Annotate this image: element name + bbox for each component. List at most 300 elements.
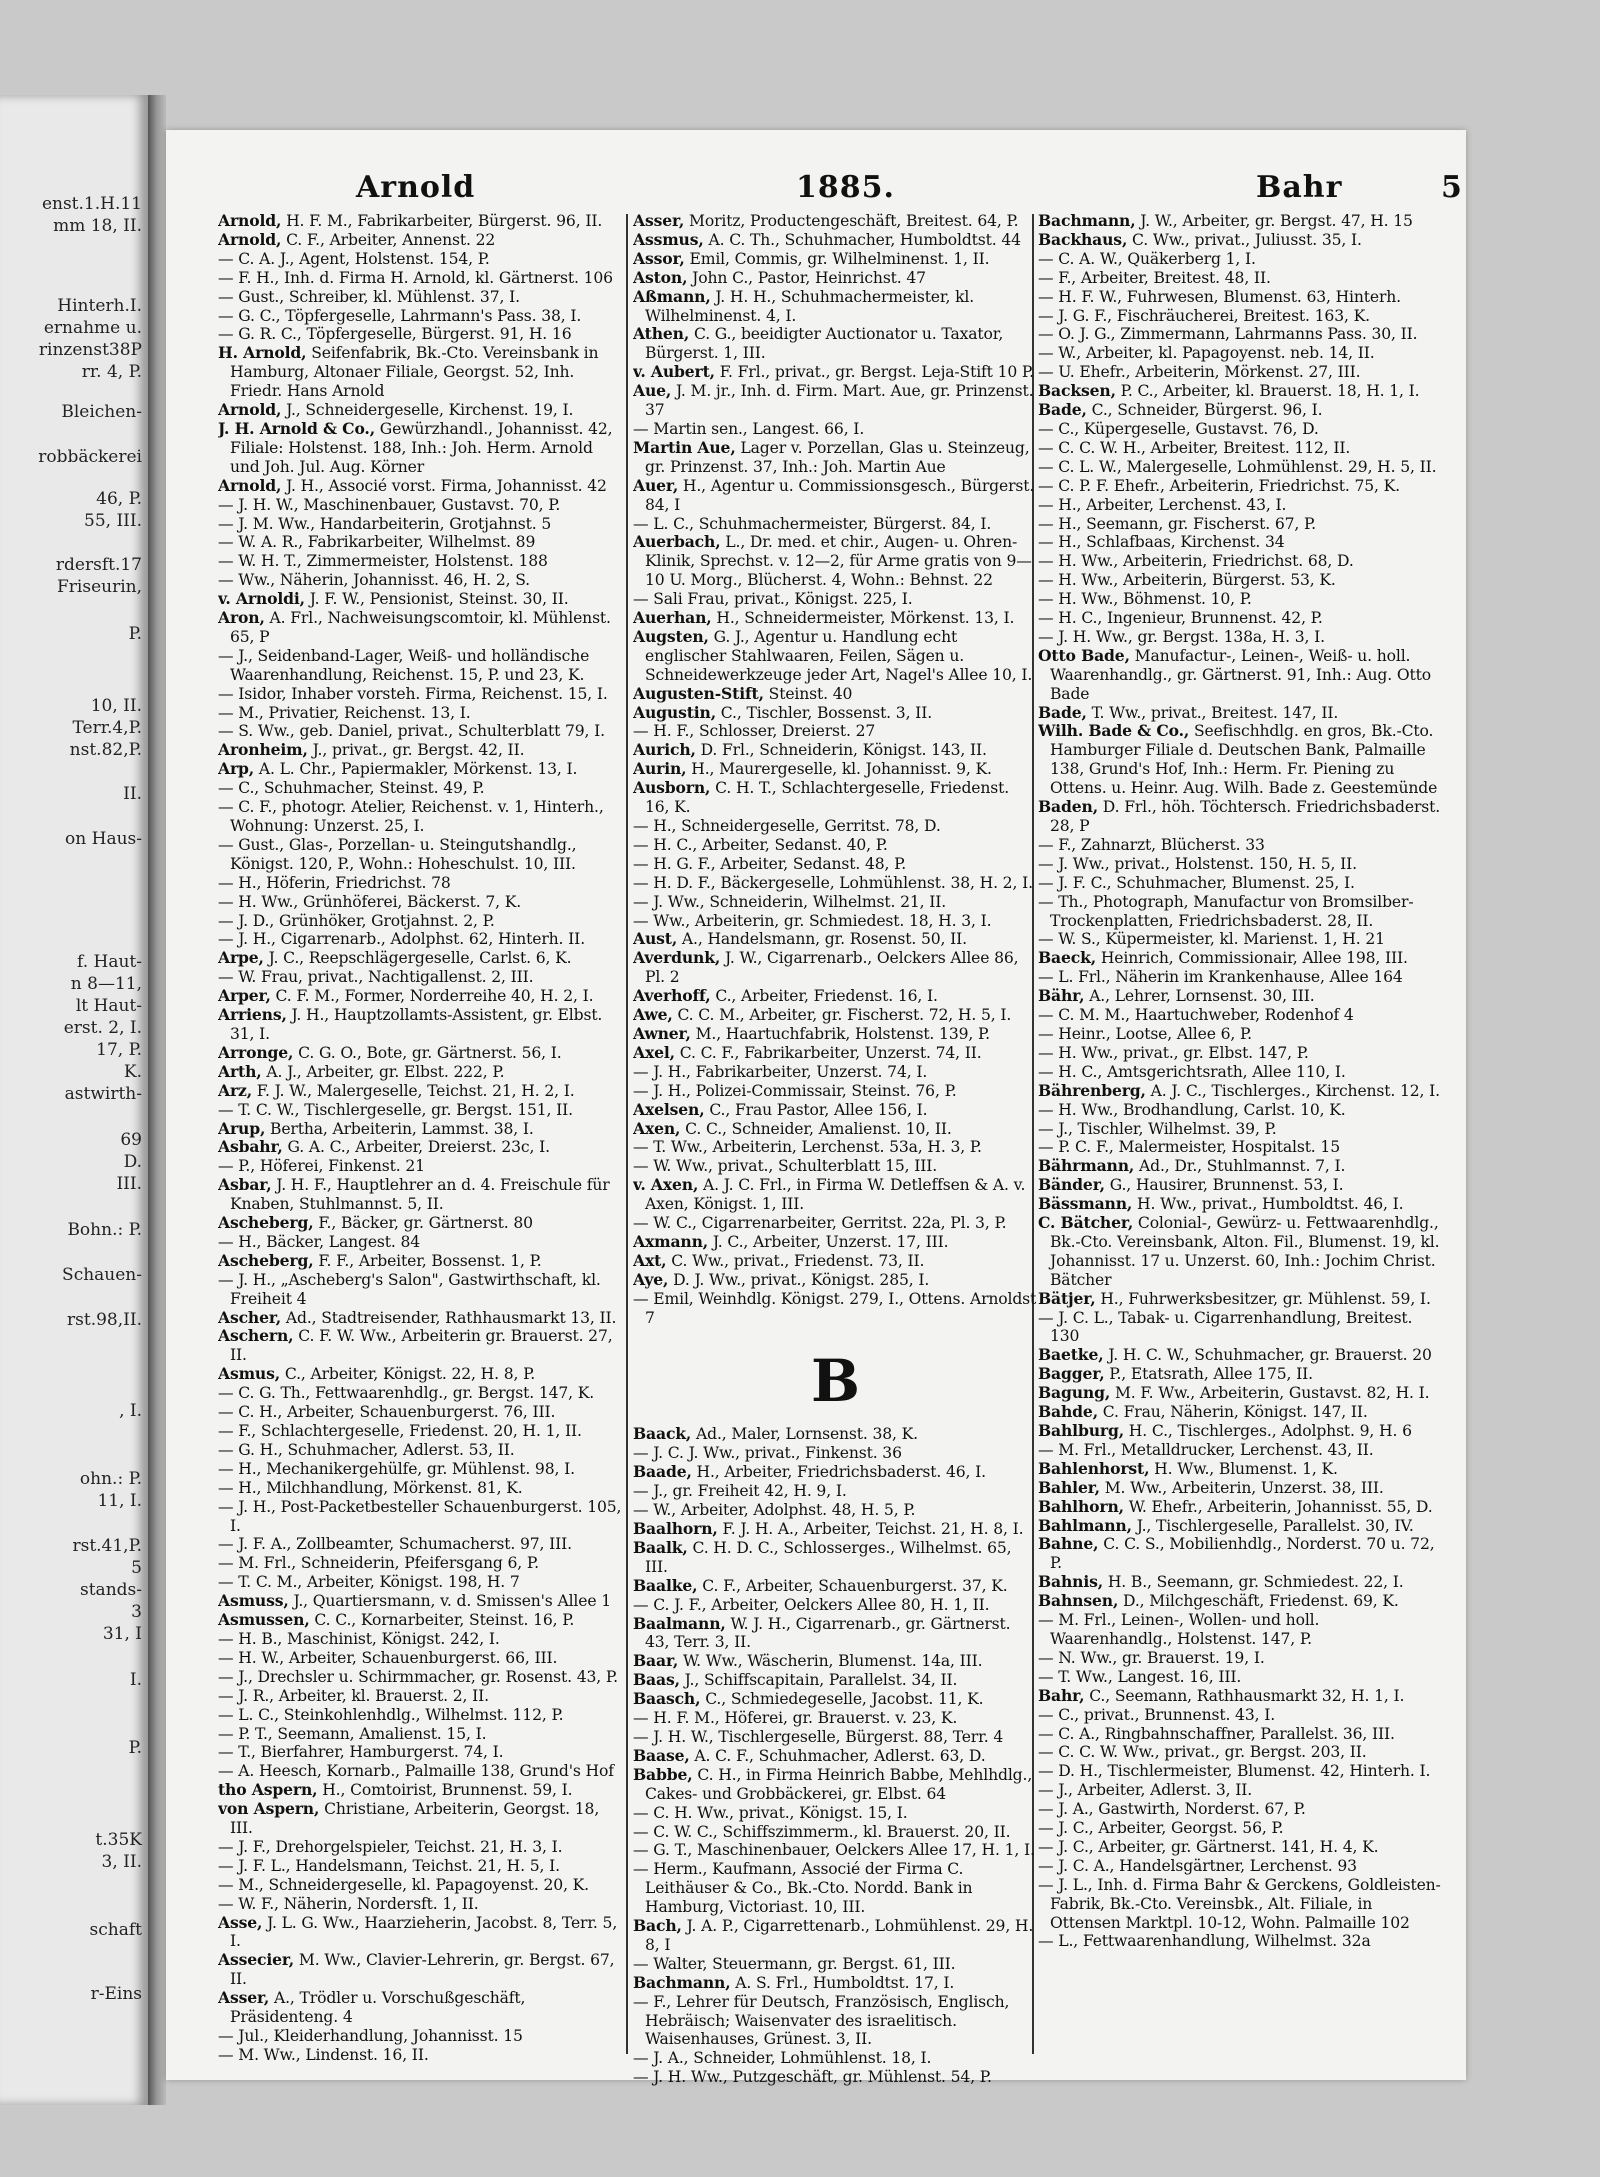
entry-details: H., Maurergeselle, kl. Johannisst. 9, K.: [686, 760, 992, 779]
directory-entry: [1038, 1649, 1443, 1668]
entry-surname: v. Arnoldi,: [218, 589, 305, 609]
left-page-line: robbäckerei: [38, 447, 142, 467]
directory-entry: [1038, 1195, 1443, 1214]
left-page-line: Terr.4,P.: [72, 718, 142, 738]
entry-details: — Emil, Weinhdlg. Königst. 279, I., Ottens. Arnoldst 7: [633, 1289, 1037, 1327]
directory-entry: [633, 1063, 1038, 1082]
directory-entry: [1038, 1082, 1443, 1101]
directory-entry: [1038, 893, 1443, 931]
entry-details: — H., Mechanikergehülfe, gr. Mühlenst. 98, I.: [218, 1459, 575, 1478]
entry-details: H., Fuhrwerksbesitzer, gr. Mühlenst. 59, I.: [1095, 1289, 1431, 1308]
entry-details: — J. C. J. Ww., privat., Finkenst. 36: [633, 1444, 902, 1463]
directory-entry: [218, 1611, 623, 1630]
entry-details: J. H. H., Schuhmachermeister, kl. Wilhelminenst. 4, I.: [645, 287, 975, 325]
directory-entry: [1038, 1611, 1443, 1649]
left-page-line: enst.1.H.11: [41, 194, 142, 214]
entry-surname: Asmuss,: [218, 1591, 289, 1611]
directory-entry: [218, 1365, 623, 1384]
left-page-line: , I.: [119, 1401, 142, 1421]
entry-details: — J. F. C., Schuhmacher, Blumenst. 25, I.: [1038, 873, 1355, 892]
directory-entry: [1038, 344, 1443, 363]
directory-entry: [633, 1271, 1038, 1290]
entry-details: — Gust., Glas-, Porzellan- u. Steingutshandlg., Königst. 120, P., Wohn.: Hoheschulst. 10, III.: [218, 835, 577, 873]
entry-details: J. H., Hauptzollamts-Assistent, gr. Elbst. 31, I.: [230, 1006, 603, 1043]
directory-entry: [633, 1974, 1038, 1993]
left-page-line: stands-: [80, 1580, 142, 1600]
directory-entry: [633, 1823, 1038, 1842]
entry-details: W. Ww., Wäscherin, Blumenst. 14a, III.: [678, 1652, 983, 1671]
left-page-line: P.: [128, 624, 142, 644]
entry-details: — H., Arbeiter, Lerchenst. 43, I.: [1038, 495, 1287, 514]
directory-entry: [1038, 1592, 1443, 1611]
entry-surname: Baas,: [633, 1670, 680, 1690]
entry-details: — H., Höferin, Friedrichst. 78: [218, 873, 451, 892]
directory-entry: [1038, 1384, 1443, 1403]
entry-surname: Bahde,: [1038, 1402, 1098, 1422]
entry-details: — J. H., „Ascheberg's Salon", Gastwirthschaft, kl. Freiheit 4: [218, 1270, 601, 1308]
entry-surname: Bahlenhorst,: [1038, 1458, 1150, 1478]
entry-details: — W. C., Cigarrenarbeiter, Gerritst. 22a, Pl. 3, P.: [633, 1214, 1007, 1233]
entry-details: — C. L. W., Malergeselle, Lohmühlenst. 29, H. 5, II.: [1038, 457, 1437, 476]
left-page-line: 69: [120, 1130, 142, 1150]
entry-surname: Assecier,: [218, 1950, 295, 1970]
directory-entry: [218, 1157, 623, 1176]
directory-entry: [633, 477, 1038, 515]
entry-surname: Asmussen,: [218, 1610, 310, 1630]
entry-details: A. C. F., Schuhmacher, Adlerst. 63, D.: [689, 1746, 986, 1765]
entry-details: — J., Tischler, Wilhelmst. 39, P.: [1038, 1119, 1277, 1138]
directory-entry: [1038, 458, 1443, 477]
header-year: 1885.: [796, 170, 895, 205]
entry-details: M. Ww., Arbeiterin, Unzerst. 38, III.: [1099, 1478, 1384, 1497]
entry-details: J., Tischlergeselle, Parallelst. 30, IV.: [1131, 1516, 1414, 1535]
entry-surname: Aust,: [633, 929, 678, 949]
entry-details: H. Ww., privat., Humboldtst. 46, I.: [1132, 1195, 1404, 1214]
directory-entry: [1038, 1309, 1443, 1347]
entry-details: — H., Seemann, gr. Fischerst. 67, P.: [1038, 514, 1316, 533]
entry-details: — M. Frl., Leinen-, Wollen- und holl. Waarenhandlg., Holstenst. 147, P.: [1038, 1611, 1320, 1648]
directory-entry: [633, 722, 1038, 741]
entry-surname: Baade,: [633, 1462, 692, 1482]
directory-entry: [1038, 1120, 1443, 1139]
entry-surname: Bahlmann,: [1038, 1515, 1132, 1535]
entry-details: — J., Seidenband-Lager, Weiß- und holländische Waarenhandlung, Reichenst. 15, P. und 23, K.: [218, 646, 590, 684]
directory-entry: [633, 1120, 1038, 1139]
directory-entry: [218, 930, 623, 949]
left-page-line: t.35K: [95, 1830, 142, 1850]
directory-entry: [633, 1728, 1038, 1747]
directory-entry: [633, 987, 1038, 1006]
entry-details: — H. Ww., Arbeiterin, Friedrichst. 68, D.: [1038, 552, 1354, 571]
directory-entry: [633, 1747, 1038, 1766]
directory-entry: [1038, 647, 1443, 704]
entry-details: — J. H., Post-Packetbesteller Schauenburgerst. 105, I.: [218, 1497, 622, 1535]
directory-entry: [1038, 704, 1443, 723]
left-page-line: n 8—11,: [70, 974, 142, 994]
directory-entry: [633, 1176, 1038, 1214]
directory-entry: [633, 1841, 1038, 1860]
left-page-line: 5: [131, 1558, 142, 1578]
directory-entry: [1038, 1725, 1443, 1744]
entry-surname: Baalke,: [633, 1575, 698, 1595]
directory-entry: [1038, 1517, 1443, 1536]
directory-entry: [218, 1327, 623, 1365]
directory-entry: [633, 779, 1038, 817]
entry-surname: Athen,: [633, 324, 690, 344]
entry-details: C. G., beeidigter Auctionator u. Taxator, Bürgerst. 1, III.: [645, 325, 1004, 363]
directory-entry: [218, 1214, 623, 1233]
entry-details: J. F. W., Pensionist, Steinst. 30, II.: [304, 590, 569, 609]
directory-entry: [633, 325, 1038, 363]
directory-entry: [633, 1482, 1038, 1501]
entry-details: W. J. H., Cigarrenarb., gr. Gärtnerst. 43, Terr. 3, II.: [645, 1614, 1011, 1652]
directory-entry: [633, 1652, 1038, 1671]
entry-details: C. G. O., Bote, gr. Gärtnerst. 56, I.: [293, 1043, 562, 1062]
directory-entry: [218, 741, 623, 760]
entry-details: — C. A., Ringbahnschaffner, Parallelst. 36, III.: [1038, 1724, 1395, 1743]
left-page-line: K.: [123, 1062, 142, 1082]
entry-details: J. C., Reepschlägergeselle, Carlst. 6, K.: [263, 949, 572, 968]
entry-details: Emil, Commis, gr. Wilhelminenst. 1, II.: [684, 249, 990, 268]
directory-entry: [218, 1271, 623, 1309]
directory-entry: [633, 1766, 1038, 1804]
directory-entry: [1038, 288, 1443, 307]
directory-entry: [1038, 1479, 1443, 1498]
entry-details: Ad., Maler, Lornsenst. 38, K.: [691, 1425, 918, 1444]
entry-details: — L. C., Steinkohlenhdlg., Wilhelmst. 112, P.: [218, 1705, 564, 1724]
entry-surname: Baeck,: [1038, 948, 1097, 968]
directory-entry: [633, 515, 1038, 534]
directory-entry: [218, 477, 623, 496]
entry-surname: Auerhan,: [633, 608, 712, 628]
left-page-line: ohn.: P.: [79, 1469, 142, 1489]
directory-entry: [633, 855, 1038, 874]
entry-details: — J. M. Ww., Handarbeiterin, Grotjahnst. 5: [218, 514, 552, 533]
directory-entry: [1038, 1176, 1443, 1195]
directory-entry: [218, 1876, 623, 1895]
entry-surname: Arronge,: [218, 1042, 294, 1062]
entry-details: — H. C., Ingenieur, Brunnenst. 42, P.: [1038, 609, 1323, 628]
left-page-line: Bohn.: P.: [67, 1220, 142, 1240]
entry-details: — M. Ww., Lindenst. 16, II.: [218, 2045, 429, 2064]
directory-entry: [1038, 855, 1443, 874]
entry-details: A. S. Frl., Humboldtst. 17, I.: [730, 1973, 955, 1992]
entry-details: — Ww., Näherin, Johannisst. 46, H. 2, S.: [218, 571, 530, 590]
entry-details: — J. Ww., privat., Holstenst. 150, H. 5, II.: [1038, 854, 1357, 873]
entry-surname: Asse,: [218, 1912, 263, 1932]
directory-entry: [633, 1082, 1038, 1101]
directory-entry: [1038, 1214, 1443, 1290]
entry-details: — W. H. T., Zimmermeister, Holstenst. 188: [218, 552, 548, 571]
directory-entry: [1038, 1006, 1443, 1025]
entry-surname: von Aspern,: [218, 1799, 320, 1819]
directory-entry: [633, 1006, 1038, 1025]
directory-entry: [218, 571, 623, 590]
directory-entry: [633, 609, 1038, 628]
section-letter-heading: B: [810, 1347, 861, 1416]
directory-entry: [1038, 515, 1443, 534]
entry-details: — F., Zahnarzt, Blücherst. 33: [1038, 835, 1265, 854]
entry-surname: Backhaus,: [1038, 229, 1128, 249]
entry-details: — J. H. W., Maschinenbauer, Gustavst. 70, P.: [218, 495, 561, 514]
directory-entry: [218, 609, 623, 647]
directory-entry: [218, 552, 623, 571]
entry-details: — C., privat., Brunnenst. 43, I.: [1038, 1705, 1276, 1724]
entry-surname: Bätjer,: [1038, 1288, 1096, 1308]
directory-entry: [218, 874, 623, 893]
entry-details: A. C. Th., Schuhmacher, Humboldtst. 44: [703, 230, 1021, 249]
entry-details: C. Ww., privat., Juliusst. 35, I.: [1127, 230, 1362, 249]
directory-entry: [218, 779, 623, 798]
entry-details: — H. F. W., Fuhrwesen, Blumenst. 63, Hinterh.: [1038, 287, 1401, 306]
entry-details: — G. T., Maschinenbauer, Oelckers Allee 17, H. 1, I.: [633, 1841, 1035, 1860]
entry-surname: Aston,: [633, 267, 688, 287]
entry-details: — F., Schlachtergeselle, Friedenst. 20, H. 1, II.: [218, 1422, 582, 1440]
entry-details: — H. Ww., Brodhandlung, Carlst. 10, K.: [1038, 1100, 1346, 1119]
directory-entry: [633, 2068, 1038, 2087]
left-page-line: 31, I: [102, 1624, 142, 1644]
directory-entry: [218, 2027, 623, 2046]
entry-surname: Axt,: [633, 1250, 667, 1270]
directory-entry: [1038, 1290, 1443, 1309]
directory-entry: [218, 1781, 623, 1800]
directory-entry: [218, 1384, 623, 1403]
entry-surname: Bahnsen,: [1038, 1591, 1119, 1611]
directory-entry: [218, 1101, 623, 1120]
directory-entry: [218, 1403, 623, 1422]
directory-entry: [1038, 420, 1443, 439]
entry-details: C., Frau Pastor, Allee 156, I.: [704, 1100, 928, 1119]
entry-details: — C. H., Arbeiter, Schauenburgerst. 76, III.: [218, 1403, 556, 1422]
directory-entry: [1038, 590, 1443, 609]
directory-entry: [218, 515, 623, 534]
directory-entry: [218, 533, 623, 552]
left-page-line: Schauen-: [62, 1265, 142, 1285]
left-page-line: 3: [131, 1602, 142, 1622]
left-page-line: I.: [129, 1670, 142, 1690]
entry-details: C. C. M., Arbeiter, gr. Fischerst. 72, H. 5, I.: [672, 1006, 1012, 1025]
entry-surname: Aron,: [218, 608, 265, 628]
entry-details: — P. C. F., Malermeister, Hospitalst. 15: [1038, 1138, 1340, 1157]
entry-surname: Baasch,: [633, 1689, 701, 1709]
entry-details: — L. Frl., Näherin im Krankenhause, Allee 164: [1038, 968, 1403, 987]
entry-details: — C. A. W., Quäkerberg 1, I.: [1038, 249, 1256, 268]
directory-entry: [1038, 609, 1443, 628]
directory-entry: [218, 1460, 623, 1479]
directory-entry: [1038, 1762, 1443, 1781]
entry-details: — H. C., Amtsgerichtsrath, Allee 110, I.: [1038, 1062, 1346, 1081]
entry-details: F. F., Arbeiter, Bossenst. 1, P.: [313, 1251, 542, 1270]
entry-surname: Baalmann,: [633, 1613, 726, 1633]
directory-entry: [218, 212, 623, 231]
directory-entry: [633, 685, 1038, 704]
entry-surname: Bagung,: [1038, 1383, 1111, 1403]
directory-entry: [1038, 930, 1443, 949]
directory-entry: [218, 325, 623, 344]
entry-details: — M., Privatier, Reichenst. 13, I.: [218, 703, 471, 722]
entry-details: John C., Pastor, Heinrichst. 47: [687, 268, 926, 287]
entry-details: — C. A. J., Agent, Holstenst. 154, P.: [218, 249, 490, 268]
entry-details: P., Etatsrath, Allee 175, II.: [1104, 1365, 1313, 1384]
entry-details: F. J. W., Malergeselle, Teichst. 21, H. 2, I.: [252, 1081, 575, 1100]
directory-entry: [1038, 836, 1443, 855]
entry-details: — W. Ww., privat., Schulterblatt 15, III.: [633, 1157, 938, 1176]
entry-details: — J. C. A., Handelsgärtner, Lerchenst. 93: [1038, 1856, 1357, 1875]
directory-entry: [1038, 1573, 1443, 1592]
entry-details: D. Frl., höh. Töchtersch. Friedrichsbaderst. 28, P: [1050, 798, 1441, 835]
entry-details: — M. Frl., Schneiderin, Pfeifersgang 6, P.: [218, 1554, 539, 1573]
left-page-line: Bleichen-: [61, 402, 142, 422]
directory-entry: [633, 1425, 1038, 1444]
directory-entry: [633, 912, 1038, 931]
entry-details: A. J. C. Frl., in Firma W. Detleffsen & A. v. Axen, Königst. 1, III.: [645, 1176, 1026, 1214]
entry-details: — T. Ww., Arbeiterin, Lerchenst. 53a, H. 3, P.: [633, 1138, 982, 1157]
directory-entry: [1038, 987, 1443, 1006]
directory-entry: [1038, 1365, 1443, 1384]
directory-entry: [218, 1044, 623, 1063]
directory-entry: [1038, 1101, 1443, 1120]
entry-surname: Backsen,: [1038, 381, 1116, 401]
entry-surname: Aue,: [633, 381, 672, 401]
directory-entry: [218, 1687, 623, 1706]
left-page-line: mm 18, II.: [53, 216, 142, 236]
entry-details: — H. F., Schlosser, Dreierst. 27: [633, 722, 876, 741]
entry-surname: Aronheim,: [218, 740, 308, 760]
entry-surname: Arz,: [218, 1080, 252, 1100]
entry-details: Colonial-, Gewürz- u. Fettwaarenhdlg., Bk.-Cto. Vereinsbank, Alton. Fil., Blumenst. 19, kl. Johannisst. 17 u. Unzerst. 60, Inh.: Jochim Christ. Bätcher: [1050, 1214, 1440, 1289]
entry-surname: Auerbach,: [633, 532, 721, 552]
directory-entry: [1038, 798, 1443, 836]
entry-details: C., Seemann, Rathhausmarkt 32, H. 1, I.: [1084, 1686, 1405, 1705]
entry-details: A. L. Chr., Papiermakler, Mörkenst. 13, I.: [254, 760, 578, 779]
entry-details: P. C., Arbeiter, kl. Brauerst. 18, H. 1, I.: [1115, 382, 1420, 401]
left-page-line: 17, P.: [96, 1040, 142, 1060]
entry-surname: Baack,: [633, 1424, 692, 1444]
page-header: [166, 170, 1466, 210]
entry-surname: Bährenberg,: [1038, 1080, 1146, 1100]
entry-surname: Auer,: [633, 475, 679, 495]
directory-entry: [1038, 722, 1443, 798]
entry-surname: Aye,: [633, 1269, 669, 1289]
entry-details: — T., Bierfahrer, Hamburgerst. 74, I.: [218, 1743, 504, 1762]
directory-entry: [633, 231, 1038, 250]
entry-details: Manufactur-, Leinen-, Weiß- u. holl. Waarenhandlg., gr. Gärtnerst. 91, Inh.: Aug. Otto Bade: [1050, 646, 1431, 703]
left-page-line: 3, II.: [101, 1852, 142, 1872]
entry-surname: Augustin,: [633, 702, 716, 722]
entry-details: — J. H., Cigarrenarb., Adolphst. 62, Hinterh. II.: [218, 930, 585, 949]
page-number: 5: [1441, 170, 1463, 205]
directory-entry: [218, 590, 623, 609]
directory-entry: [633, 288, 1038, 326]
column-3: [1038, 212, 1443, 1951]
entry-surname: Arper,: [218, 986, 271, 1006]
entry-details: — J. Ww., Schneiderin, Wilhelmst. 21, II.: [633, 892, 947, 911]
entry-details: — J. D., Grünhöker, Grotjahnst. 2, P.: [218, 911, 495, 930]
entry-surname: Arpe,: [218, 948, 264, 968]
entry-details: — U. Ehefr., Arbeiterin, Mörkenst. 27, III.: [1038, 363, 1361, 382]
entry-details: G. J., Agentur u. Handlung echt englischer Stahlwaaren, Feilen, Sägen u. Schneidewerkzeuge jeder Art, Nagel's Allee 10, I.: [645, 627, 1033, 684]
directory-entry: [218, 401, 623, 420]
entry-details: — W., Arbeiter, Adolphst. 48, H. 5, P.: [633, 1501, 916, 1520]
entry-details: — C. F., photogr. Atelier, Reichenst. v. 1, Hinterh., Wohnung: Unzerst. 25, I.: [218, 798, 604, 835]
directory-entry: [1038, 325, 1443, 344]
entry-details: F. J. H. A., Arbeiter, Teichst. 21, H. 8, I.: [717, 1520, 1024, 1538]
left-page-line: 11, I.: [97, 1491, 142, 1511]
entry-surname: Axen,: [633, 1118, 681, 1138]
directory-entry: [218, 1989, 623, 2027]
entry-details: — T. Ww., Langest. 16, III.: [1038, 1667, 1242, 1686]
entry-details: C. F., Arbeiter, Annenst. 22: [281, 230, 496, 249]
entry-details: — J. L., Inh. d. Firma Bahr & Gerckens, Goldleisten-Fabrik, Bk.-Cto. Vereinsbk., Alt. Filiale, in Ottensen Marktpl. 10-12, Wohn. Palmaille 102: [1038, 1875, 1441, 1932]
entry-surname: Asbahr,: [218, 1137, 283, 1157]
directory-entry: [633, 704, 1038, 723]
entry-surname: Bahr,: [1038, 1685, 1085, 1705]
directory-entry: [218, 1535, 623, 1554]
left-page-line: rst.41,P.: [72, 1536, 142, 1556]
directory-entry: [633, 420, 1038, 439]
entry-details: — W., Arbeiter, kl. Papagoyenst. neb. 14, II.: [1038, 344, 1375, 363]
directory-entry: [633, 1520, 1038, 1539]
directory-entry: [218, 1006, 623, 1044]
entry-surname: Ascher,: [218, 1307, 282, 1327]
directory-entry: [1038, 212, 1443, 231]
entry-details: — H., Schneidergeselle, Gerritst. 78, D.: [633, 817, 941, 835]
entry-details: — J. C., Arbeiter, Georgst. 56, P.: [1038, 1819, 1284, 1838]
directory-entry: [1038, 571, 1443, 590]
entry-details: L., Dr. med. et chir., Augen- u. Ohren-Klinik, Sprechst. v. 12—2, für Arme gratis von 9—10 U. Morg., Blücherst. 4, Wohn.: Behnst. 22: [645, 533, 1032, 590]
entry-details: — J., Arbeiter, Adlerst. 3, II.: [1038, 1781, 1253, 1800]
entry-surname: Asser,: [218, 1988, 270, 2008]
directory-entry: [218, 269, 623, 288]
directory-entry: [633, 1290, 1038, 1328]
entry-surname: Babbe,: [633, 1764, 693, 1784]
entry-details: — J. C. L., Tabak- u. Cigarrenhandlung, Breitest. 130: [1038, 1308, 1413, 1346]
entry-surname: Awe,: [633, 1005, 673, 1025]
entry-details: — O. J. G., Zimmermann, Lahrmanns Pass. 30, II.: [1038, 325, 1418, 344]
entry-details: A., Handelsmann, gr. Rosenst. 50, II.: [677, 930, 967, 949]
entry-surname: Assmus,: [633, 229, 704, 249]
entry-surname: Assor,: [633, 248, 685, 268]
entry-details: — G. H., Schuhmacher, Adlerst. 53, II.: [218, 1440, 515, 1459]
entry-details: — J. C., Arbeiter, gr. Gärtnerst. 141, H. 4, K.: [1038, 1837, 1379, 1856]
column-1: [218, 212, 623, 2065]
directory-entry: [633, 363, 1038, 382]
entry-details: Steinst. 40: [763, 684, 853, 703]
directory-entry: [1038, 1044, 1443, 1063]
entry-details: C., Arbeiter, Friedenst. 16, I.: [710, 987, 938, 1006]
entry-details: — Herm., Kaufmann, Associé der Firma C. Leithäuser & Co., Bk.-Cto. Nordd. Bank in Hamburg, Victoriast. 10, III.: [633, 1860, 973, 1917]
entry-details: C. C. S., Mobilienhdlg., Norderst. 70 u. 72, P.: [1050, 1535, 1435, 1573]
entry-details: Ad., Dr., Stuhlmannst. 7, I.: [1134, 1157, 1346, 1176]
entry-details: C. Ww., privat., Friedenst. 73, II.: [666, 1251, 925, 1270]
entry-details: J., Quartiersmann, v. d. Smissen's Allee 1: [288, 1592, 611, 1611]
directory-entry: [1038, 1819, 1443, 1838]
entry-details: Bertha, Arbeiterin, Lammst. 38, I.: [265, 1119, 534, 1138]
directory-entry: [1038, 1800, 1443, 1819]
entry-surname: Aßmann,: [633, 286, 711, 306]
entry-details: — H. Ww., privat., gr. Elbst. 147, P.: [1038, 1043, 1309, 1062]
left-page-line: 10, II.: [90, 696, 142, 716]
directory-entry: [218, 1479, 623, 1498]
entry-details: C. F. W. Ww., Arbeiterin gr. Brauerst. 27, II.: [230, 1327, 613, 1365]
entry-details: A. Frl., Nachweisungscomtoir, kl. Mühlenst. 65, P: [230, 609, 611, 646]
directory-entry: [1038, 552, 1443, 571]
entry-surname: Asmus,: [218, 1364, 281, 1384]
entry-surname: Baalk,: [633, 1537, 688, 1557]
entry-details: — M. Frl., Metalldrucker, Lerchenst. 43, II.: [1038, 1440, 1374, 1459]
directory-entry: [218, 912, 623, 931]
entry-details: Moritz, Productengeschäft, Breitest. 64, P.: [684, 212, 1019, 230]
